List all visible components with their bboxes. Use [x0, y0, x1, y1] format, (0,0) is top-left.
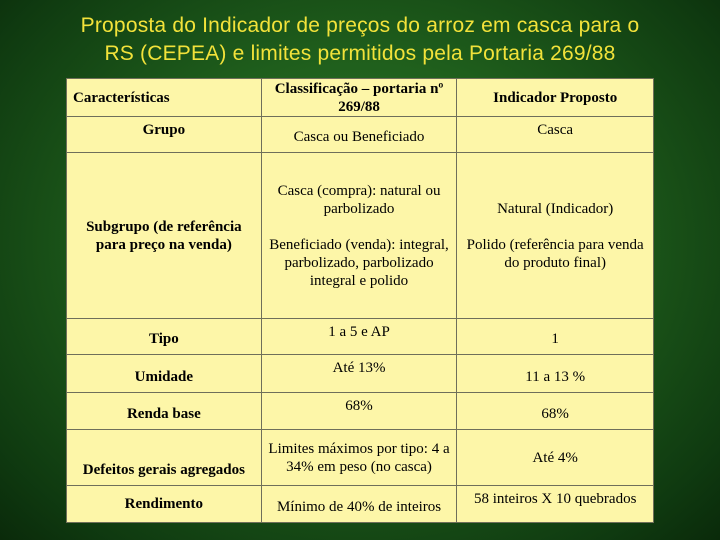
cell-rendimento-portaria: Mínimo de 40% de inteiros: [261, 486, 457, 523]
table-row-grupo: [67, 117, 654, 153]
cell-rendimento-indicador: 58 inteiros X 10 quebrados: [457, 486, 654, 523]
cell-renda-indicador: 68%: [457, 393, 654, 430]
table-row-renda: [67, 393, 654, 430]
subgrupo-portaria-compra: Casca (compra): natural ou parbolizado: [277, 182, 441, 217]
slide-title-line-2: RS (CEPEA) e limites permitidos pela Portaria 269/88: [104, 42, 616, 65]
table-row-subgrupo: [67, 153, 654, 319]
cell-defeitos-indicador: Até 4%: [457, 430, 654, 486]
table-header-row: [67, 79, 654, 117]
header-caracteristicas: Características: [67, 79, 262, 117]
cell-subgrupo-portaria: [261, 153, 457, 319]
row-label-umidade: Umidade: [67, 355, 262, 393]
row-label-renda: Renda base: [67, 393, 262, 430]
table-row-umidade: [67, 355, 654, 393]
row-label-defeitos: Defeitos gerais agregados: [67, 430, 262, 486]
row-label-tipo: Tipo: [67, 319, 262, 355]
cell-umidade-indicador: 11 a 13 %: [457, 355, 654, 393]
row-label-grupo: Grupo: [67, 117, 262, 153]
slide-title: [0, 12, 720, 68]
cell-grupo-portaria: Casca ou Beneficiado: [261, 117, 457, 153]
subgrupo-indicador-natural: Natural (Indicador): [497, 200, 614, 217]
header-indicador: Indicador Proposto: [457, 79, 654, 117]
cell-grupo-indicador: Casca: [457, 117, 654, 153]
header-classificacao: Classificação – portaria nº 269/88: [261, 79, 457, 117]
cell-renda-portaria: 68%: [261, 393, 457, 430]
row-label-subgrupo: Subgrupo (de referência para preço na venda): [67, 153, 262, 319]
cell-tipo-portaria: 1 a 5 e AP: [261, 319, 457, 355]
table-row-rendimento: [67, 486, 654, 523]
cell-tipo-indicador: 1: [457, 319, 654, 355]
table-row-tipo: [67, 319, 654, 355]
table-row-defeitos: [67, 430, 654, 486]
slide-title-line-1: Proposta do Indicador de preços do arroz em casca para o: [80, 14, 640, 37]
subgrupo-portaria-venda: Beneficiado (venda): integral, parbolizado, parbolizado integral e polido: [269, 236, 449, 289]
subgrupo-indicador-polido: Polido (referência para venda do produto final): [466, 236, 644, 271]
cell-subgrupo-indicador: [457, 153, 654, 319]
row-label-rendimento: Rendimento: [67, 486, 262, 523]
cell-defeitos-portaria: Limites máximos por tipo: 4 a 34% em peso (no casca): [261, 430, 457, 486]
comparison-table: [66, 78, 654, 523]
cell-umidade-portaria: Até 13%: [261, 355, 457, 393]
